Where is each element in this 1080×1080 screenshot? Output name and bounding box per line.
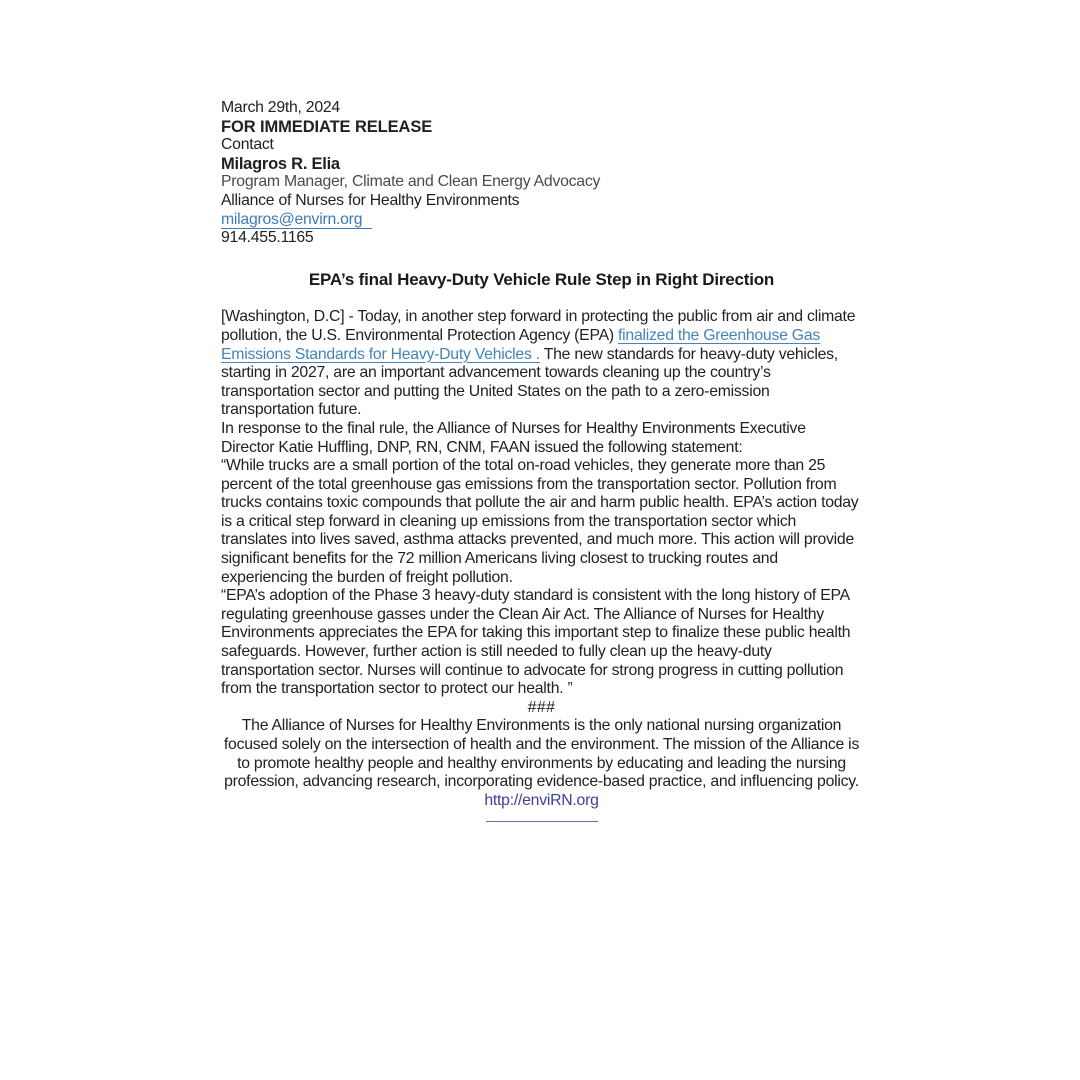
headline: EPA’s final Heavy-Duty Vehicle Rule Step in Right Direction xyxy=(308,269,775,289)
press-release-content xyxy=(221,99,862,822)
p1-text-before: [Washington, D.C] - Today, in another step forward in protecting the public from air and climate pollution, the U.S. Environmental Protection Agency (EPA) xyxy=(221,308,856,344)
paragraph-statement-intro: In response to the final rule, the Alliance of Nurses for Healthy Environments Executive Director Katie Huffling, DNP, RN, CNM, FAAN issued the following statement: xyxy=(221,419,806,456)
footer-underline-rule xyxy=(486,821,598,822)
contact-phone: 914.455.1165 xyxy=(221,229,314,247)
paragraph-dateline xyxy=(221,308,862,420)
paragraph-quote-2: “EPA’s adoption of the Phase 3 heavy-duty standard is consistent with the long history of EPA regulating greenhouse gasses under the Clean Air Act. The Alliance of Nurses for Healthy Environments appreciates the EPA for taking this important step to finalize these public health safeguards. However, further action is still needed to fully clean up the heavy-duty transportation sector. Nurses will continue to advocate for strong progress in cutting pollution from the transportation sector to protect our health. ” xyxy=(221,587,851,698)
ghg-standards-link[interactable]: finalized the Greenhouse Gas Emissions Standards for Heavy-Duty Vehicles . xyxy=(221,326,821,363)
contact-organization: Alliance of Nurses for Healthy Environments xyxy=(221,191,520,209)
contact-label: Contact xyxy=(221,136,274,154)
release-date: March 29th, 2024 xyxy=(221,99,340,116)
paragraph-quote-1: “While trucks are a small portion of the total on-road vehicles, they generate more than 25 percent of the total greenhouse gas emissions from the transportation sector. Pollution from trucks contains toxic compounds that pollute the air and harm public health. EPA’s action today is a critical step forward in cleaning up emissions from the transportation sector which translates into lives saved, asthma attacks prevented, and much more. This action will provide significant benefits for the 72 million Americans living closest to trucking routes and experiencing the burden of freight pollution. xyxy=(221,457,859,586)
contact-title: Program Manager, Climate and Clean Energy Advocacy xyxy=(221,173,601,191)
website-line xyxy=(221,792,862,811)
p1-text-after: The new standards for heavy-duty vehicles, starting in 2027, are an important advancement towards cleaning up the country’s transportation sector and putting the United States on the path to a zero-emission transportation future. xyxy=(221,345,838,419)
contact-block xyxy=(221,136,862,248)
end-marker: ### xyxy=(527,698,556,716)
contact-name: Milagros R. Elia xyxy=(221,154,340,173)
website-link[interactable]: http://enviRN.org xyxy=(484,791,599,809)
release-label: FOR IMMEDIATE RELEASE xyxy=(221,117,433,136)
contact-email-link[interactable]: milagros@envirn.org xyxy=(221,211,372,229)
boilerplate-text: The Alliance of Nurses for Healthy Environments is the only national nursing organization focused solely on the intersection of health and the environment. The mission of the Alliance is to promote healthy people and healthy environments by educating and leading the nursing profession, advancing research, incorporating evidence-based practice, and influencing policy. xyxy=(223,717,860,791)
